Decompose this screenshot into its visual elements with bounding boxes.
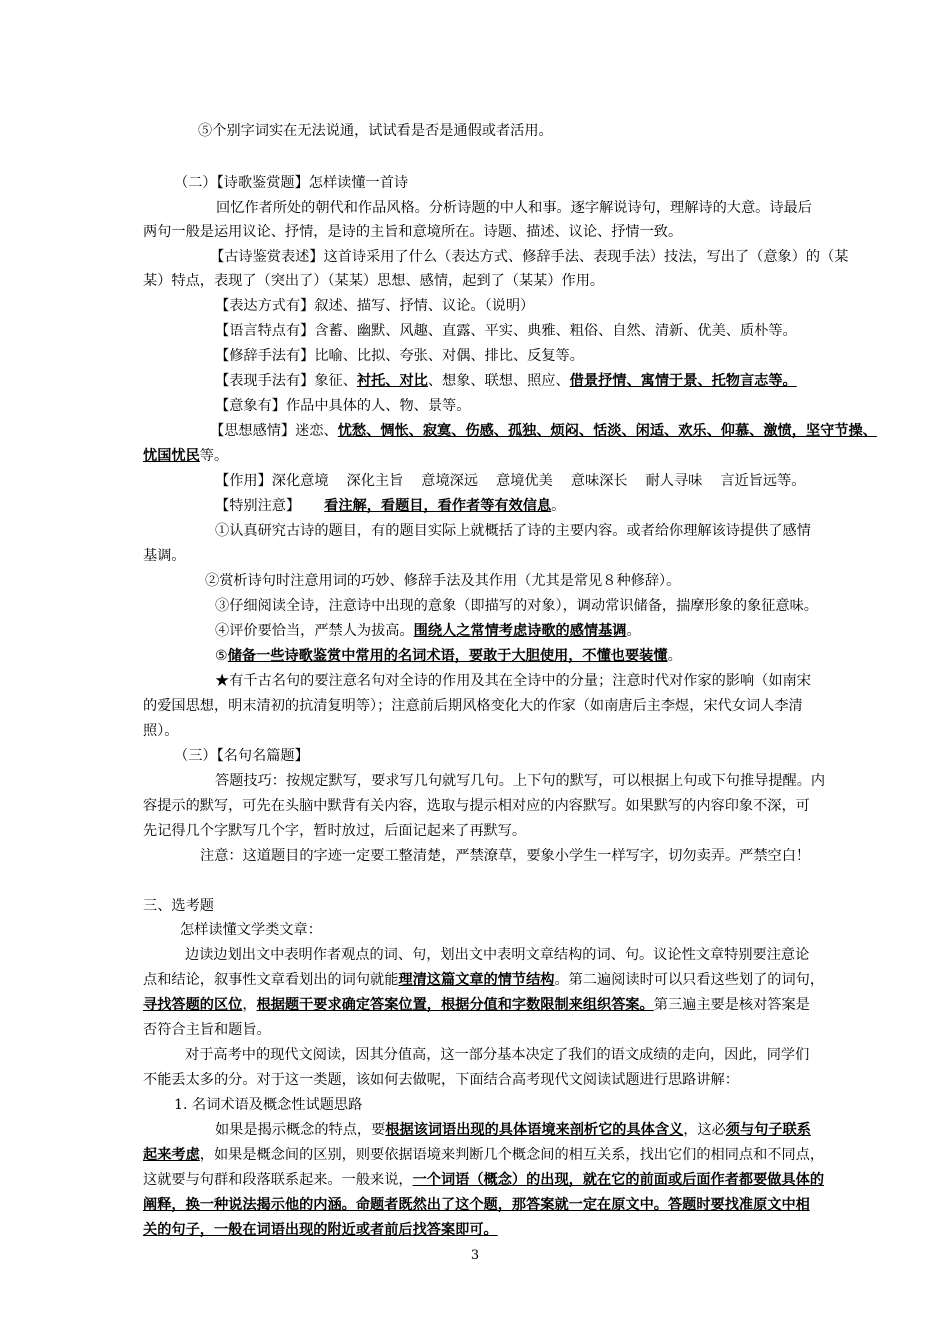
text-line: 【思想感情】迷恋、忧愁、惆怅、寂寞、伤感、孤独、烦闷、恬淡、闲适、欢乐、仰慕、激愤，坚守节操、 bbox=[210, 423, 877, 439]
text-line: 不能丢太多的分。对于这一类题，该如何去做呢，下面结合高考现代文阅读试题进行思路讲解： bbox=[143, 1072, 739, 1088]
text-line: 【意象有】作品中具体的人、物、景等。 bbox=[215, 398, 471, 414]
text-line: 回忆作者所处的朝代和作品风格。分析诗题的中人和事。逐字解说诗句，理解诗的大意。诗最后 bbox=[216, 200, 812, 216]
text-line: 寻找答题的区位，根据题干要求确定答案位置，根据分值和字数限制来组织答案。第三遍主要是核对答案是 bbox=[143, 997, 810, 1013]
text-line: ⑤个别字词实在无法说通，试试看是否是通假或者活用。 bbox=[198, 123, 553, 139]
text-line: 注意：这道题目的字迹一定要工整清楚，严禁潦草，要象小学生一样写字，切勿卖弄。严禁空白！ bbox=[200, 848, 811, 864]
text-line: 点和结论，叙事性文章看划出的词句就能理清这篇文章的情节结构。第二遍阅读时可以只看这些划了的词句， bbox=[143, 972, 825, 988]
text-line: ①认真研究古诗的题目，有的题目实际上就概括了诗的主要内容。或者给你理解该诗提供了感情 bbox=[215, 523, 811, 539]
text-line: 【特别注意】 看注解，看题目，看作者等有效信息。 bbox=[215, 498, 566, 514]
text-line: 某）特点，表现了（突出了）（某某）思想、感情，起到了（某某）作用。 bbox=[143, 273, 605, 289]
text-line: 这就要与句群和段落联系起来。一般来说，一个词语（概念）的出现，就在它的前面或后面作者都要做具体的 bbox=[143, 1172, 825, 1188]
text-line: ★有千古名句的要注意名句对全诗的作用及其在全诗中的分量；注意时代对作家的影响（如南宋 bbox=[215, 673, 811, 689]
text-line: 的爱国思想，明末清初的抗清复明等）；注意前后期风格变化大的作家（如南唐后主李煜，宋代女词人李清 bbox=[143, 698, 803, 714]
text-line: ④评价要恰当，严禁人为拔高。围绕人之常情考虑诗歌的感情基调。 bbox=[215, 623, 641, 639]
text-line: 怎样读懂文学类文章： bbox=[180, 922, 322, 938]
text-line: 【语言特点有】含蓄、幽默、风趣、直露、平实、典雅、粗俗、自然、清新、优美、质朴等。 bbox=[215, 323, 797, 339]
text-line: 关的句子，一般在词语出现的附近或者前后找答案即可。 bbox=[143, 1222, 498, 1238]
text-line: 【表现手法有】象征、衬托、对比、想象、联想、照应、借景抒情、寓情于景、托物言志等。 bbox=[215, 373, 797, 389]
text-line: 【修辞手法有】比喻、比拟、夸张、对偶、排比、反复等。 bbox=[215, 348, 584, 364]
section-heading: 三、选考题 bbox=[143, 898, 214, 914]
section-heading: （二）【诗歌鉴赏题】怎样读懂一首诗 bbox=[174, 175, 409, 191]
text-line: ②赏析诗句时注意用词的巧妙、修辞手法及其作用（尤其是常见８种修辞）。 bbox=[205, 573, 681, 589]
text-line: 对于高考中的现代文阅读，因其分值高，这一部分基本决定了我们的语文成绩的走向，因此，同学们 bbox=[185, 1047, 810, 1063]
text-line: 【表达方式有】叙述、描写、抒情、议论。（说明） bbox=[215, 298, 535, 314]
text-line: 先记得几个字默写几个字，暂时放过，后面记起来了再默写。 bbox=[143, 823, 527, 839]
text-line: 阐释，换一种说法揭示他的内涵。命题者既然出了这个题，那答案就一定在原文中。答题时要找准原文中相 bbox=[143, 1197, 810, 1213]
text-line: ③仔细阅读全诗，注意诗中出现的意象（即描写的对象），调动常识储备，揣摩形象的象征意味。 bbox=[215, 598, 818, 614]
text-line: 容提示的默写，可先在头脑中默背有关内容，选取与提示相对应的内容默写。如果默写的内容印象不深，可 bbox=[143, 798, 810, 814]
text-line: 两句一般是运用议论、抒情，是诗的主旨和意境所在。诗题、描述、议论、抒情一致。 bbox=[143, 224, 683, 240]
text-line: 照）。 bbox=[143, 723, 179, 739]
text-line: 答题技巧：按规定默写，要求写几句就写几句。上下句的默写，可以根据上句或下句推导提醒。内 bbox=[215, 773, 826, 789]
text-line: 忧国忧民等。 bbox=[143, 448, 229, 464]
text-line: ⑤储备一些诗歌鉴赏中常用的名词术语，要敢于大胆使用，不懂也要装懂。 bbox=[215, 648, 682, 664]
text-line: 起来考虑，如果是概念间的区别，则要依据语境来判断几个概念间的相互关系，找出它们的相同点和不同点， bbox=[143, 1147, 825, 1163]
text-line: 否符合主旨和题旨。 bbox=[143, 1022, 271, 1038]
text-line: 如果是揭示概念的特点，要根据该词语出现的具体语境来剖析它的具体含义，这必须与句子联系 bbox=[215, 1122, 811, 1138]
page-number: 3 bbox=[470, 1248, 480, 1263]
section-heading: 1. 名词术语及概念性试题思路 bbox=[174, 1097, 363, 1113]
text-line: 基调。 bbox=[143, 548, 186, 564]
text-line: 边读边划出文中表明作者观点的词、句，划出文中表明文章结构的词、句。议论性文章特别要注意论 bbox=[185, 947, 810, 963]
section-heading: （三）【名句名篇题】 bbox=[174, 748, 309, 764]
text-line: 【作用】深化意境 深化主旨 意境深远 意境优美 意味深长 耐人寻味 言近旨远等。 bbox=[215, 473, 806, 489]
text-line: 【古诗鉴赏表述】这首诗采用了什么（表达方式、修辞手法、表现手法）技法，写出了（意象）的（某 bbox=[210, 249, 849, 265]
